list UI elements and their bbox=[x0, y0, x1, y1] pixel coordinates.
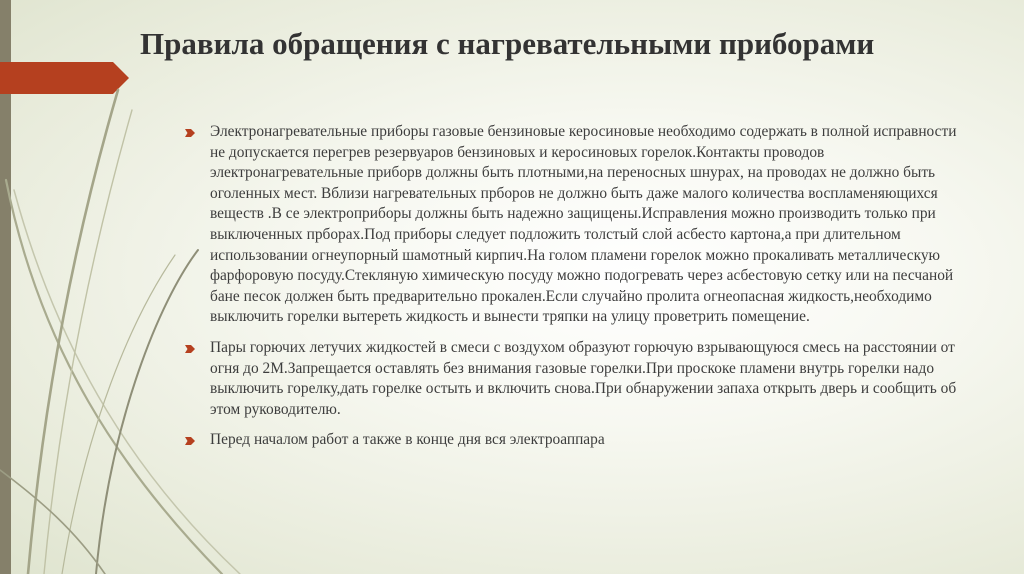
title-accent-arrow bbox=[0, 62, 129, 94]
bullet-item bbox=[185, 430, 965, 451]
bullet-text: Перед началом работ а также в конце дня вся электроаппара bbox=[210, 431, 605, 449]
arrow-right-icon bbox=[185, 436, 195, 446]
arrow-right-icon bbox=[185, 128, 195, 138]
arrow-right-icon bbox=[185, 344, 195, 354]
bullet-item bbox=[185, 122, 965, 328]
bullet-item bbox=[185, 338, 965, 420]
bullet-text: Электронагревательные приборы газовые бензиновые керосиновые необходимо содержать в полной исправности не допускается перегрев резервуаров бензиновых и керосиновых горелок.Контакты проводов электронагревательные приборв должны быть плотными,на переносных шнурах, на проводах не должно быть оголенных мест. Вблизи нагревательных прборов не должно быть даже малого количества воспламеняющихся веществ .В се электроприборы должны быть надежно защищены.Исправления можно производить только при выключенных прборах.Под приборы следует подложить толстый слой асбесто картона,а при длительном использовании огнеупорный шамотный кирпич.На голом пламени горелок можно прокаливать металлическую фарфоровую посуду.Стекляную химическую посуду можно подогревать через асбестовую сетку или на песчаной бане песок должен быть предварительно прокален.Если случайно пролита огнеопасная жидкость,необходимо выключить горелки вытереть жидкость и вынести тряпки на улицу проветрить помещение. bbox=[210, 123, 957, 326]
bullet-list bbox=[185, 122, 965, 461]
bullet-text: Пары горючих летучих жидкостей в смеси с воздухом образуют горючую взрывающуюся смесь на расстоянии от огня до 2М.Запрещается оставлять без внимания газовые горелки.При проскоке пламени внутрь горелки надо выключить горелку,дать горелке остыть и включить снова.При обнаружении запаха открыть дверь и сообщить об этом руководителю. bbox=[210, 338, 957, 418]
slide-title: Правила обращения с нагревательными приборами bbox=[140, 26, 875, 61]
